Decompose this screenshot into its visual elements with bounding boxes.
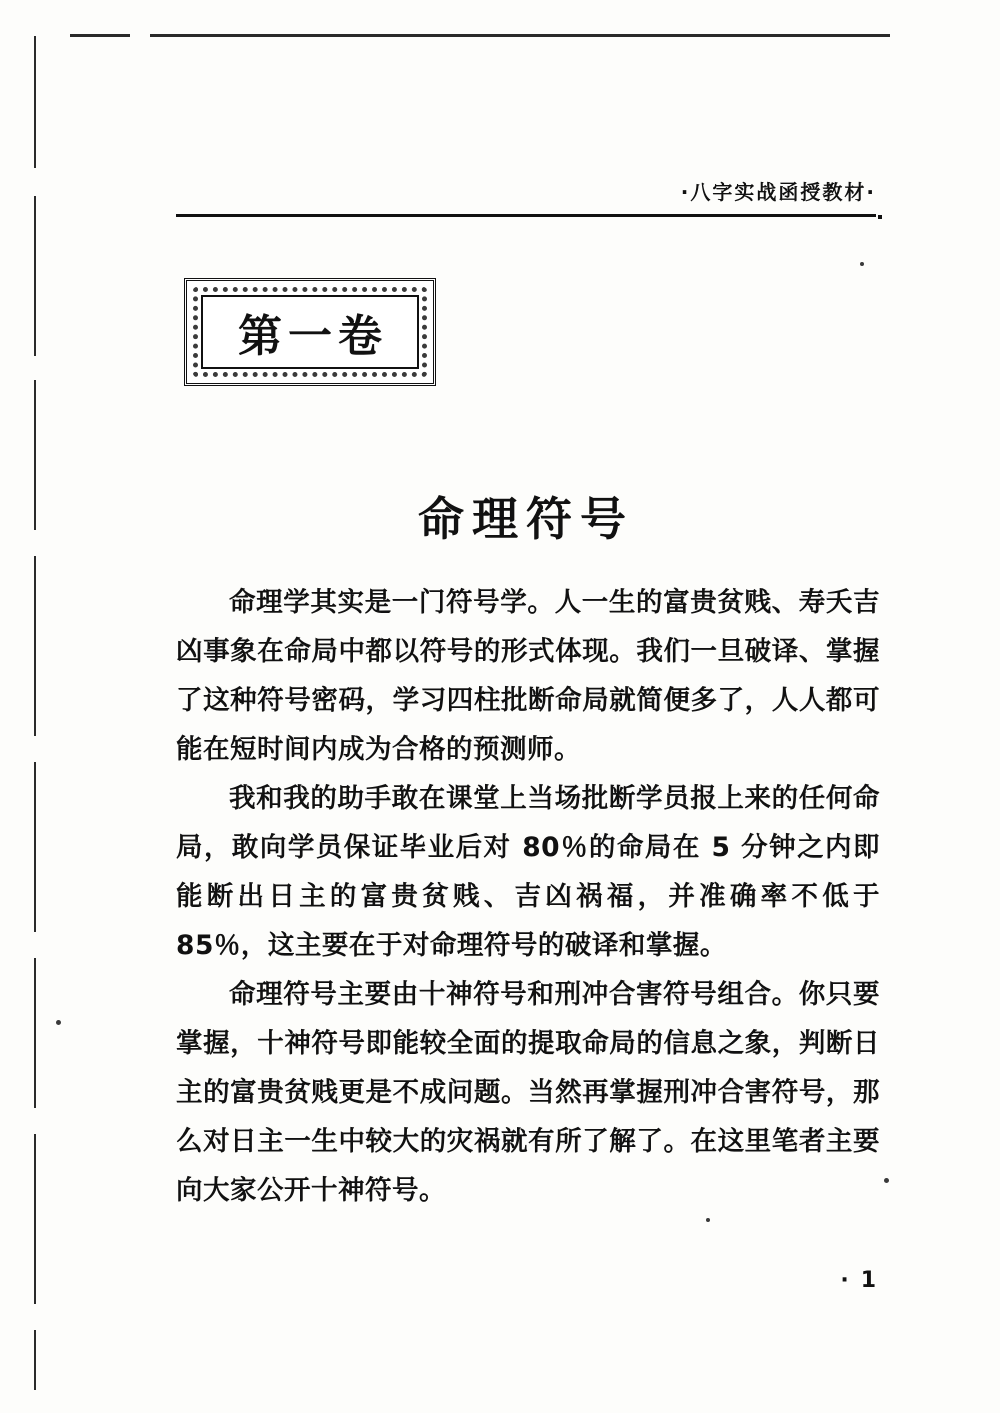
scan-edge-mark	[34, 1330, 36, 1390]
page-number-value: 1	[860, 1268, 876, 1293]
scan-speck	[884, 1178, 889, 1183]
paragraph: 命理学其实是一门符号学。人一生的富贵贫贱、寿夭吉凶事象在命局中都以符号的形式体现。我们一旦破译、掌握了这种符号密码，学习四柱批断命局就简便多了，人人都可能在短时间内成为合格的预测师。	[176, 587, 880, 765]
scan-speck	[706, 1218, 710, 1222]
volume-banner	[184, 278, 436, 386]
page-number	[176, 1268, 876, 1293]
scan-edge-mark	[34, 958, 36, 1108]
scan-speck	[56, 1020, 61, 1025]
paragraph: 我和我的助手敢在课堂上当场批断学员报上来的任何命局，敢向学员保证毕业后对 80％的命局在 5 分钟之内即能断出日主的富贵贫贱、吉凶祸福，并准确率不低于 85％，这主要在于对命理符号的破译和掌握。	[176, 783, 880, 961]
scan-top-mark	[70, 34, 130, 37]
paragraph: 命理符号主要由十神符号和刑冲合害符号组合。你只要掌握，十神符号即能较全面的提取命局的信息之象，判断日主的富贵贫贱更是不成问题。当然再掌握刑冲合害符号，那么对日主一生中较大的灾祸就有所了解了。在这里笔者主要向大家公开十神符号。	[176, 979, 880, 1206]
scan-edge-mark	[34, 380, 36, 530]
chapter-title: 命理符号	[418, 491, 634, 546]
volume-label: 第一卷	[238, 311, 388, 362]
scan-edge-mark	[34, 1134, 36, 1304]
header-rule	[176, 214, 876, 217]
scan-edge-mark	[34, 762, 36, 932]
scan-edge-mark	[34, 36, 36, 168]
scan-edge-mark	[34, 556, 36, 736]
scan-edge-mark	[34, 196, 36, 356]
page-number-dot: ·	[840, 1268, 849, 1293]
scan-top-mark	[150, 34, 890, 37]
scan-speck	[860, 262, 864, 266]
body-text	[176, 578, 880, 1215]
running-head: ·八字实战函授教材·	[680, 180, 876, 204]
